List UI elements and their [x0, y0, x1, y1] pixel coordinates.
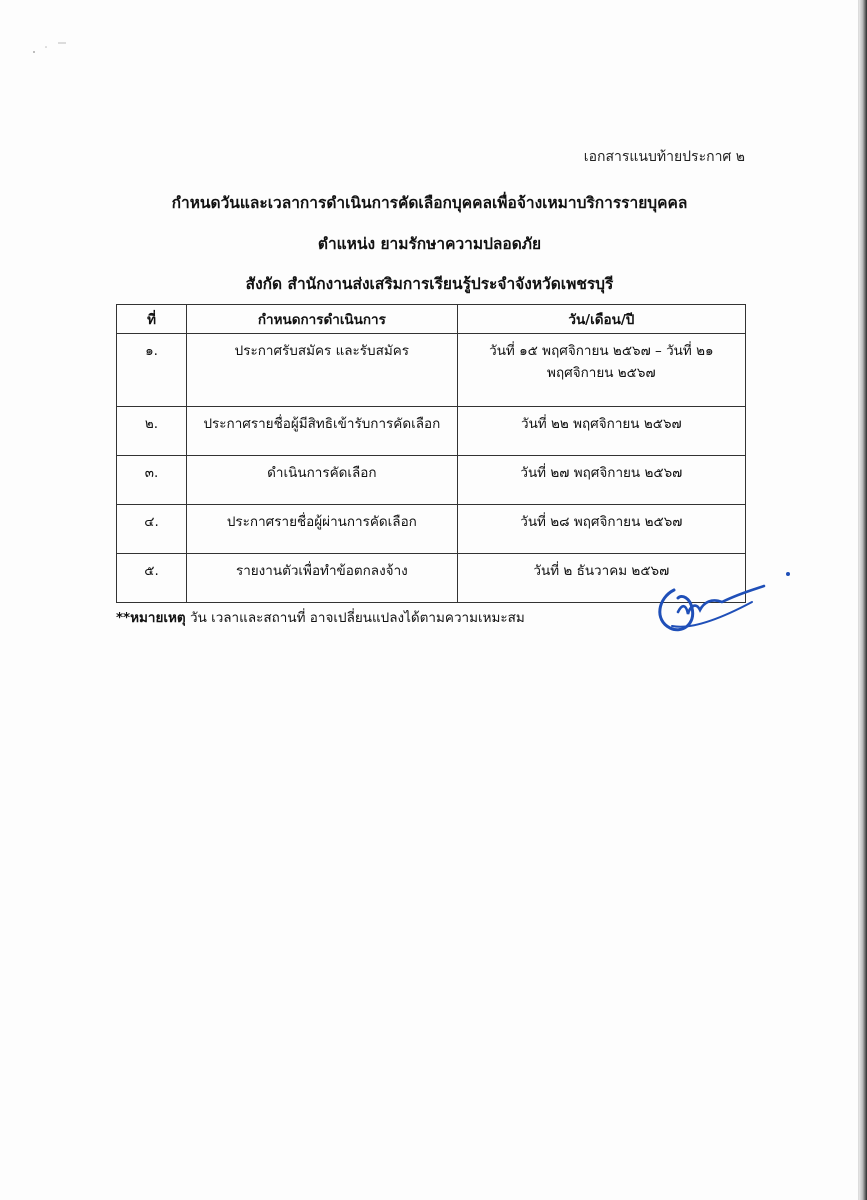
table-row — [117, 334, 746, 407]
cell-activity: ประกาศรายชื่อผู้ผ่านการคัดเลือก — [187, 505, 458, 554]
scan-edge-shadow — [859, 0, 867, 1200]
remark-label: **หมายเหตุ — [116, 610, 186, 626]
table-row — [117, 456, 746, 505]
cell-activity: ประกาศรับสมัคร และรับสมัคร — [187, 334, 458, 407]
schedule-table — [116, 304, 746, 603]
cell-date: วันที่ ๒๗ พฤศจิกายน ๒๕๖๗ — [457, 456, 745, 505]
position-title: ตำแหน่ง ยามรักษาความปลอดภัย — [317, 235, 542, 253]
document-title: กำหนดวันและเวลาการดำเนินการคัดเลือกบุคคลเพื่อจ้างเหมาบริการรายบุคคล — [171, 194, 688, 212]
cell-activity: รายงานตัวเพื่อทำข้อตกลงจ้าง — [187, 554, 458, 603]
cell-date: วันที่ ๑๕ พฤศจิกายน ๒๕๖๗ – วันที่ ๒๑ พฤศจิกายน ๒๕๖๗ — [457, 334, 745, 407]
remark-note — [116, 606, 525, 628]
header-activity: กำหนดการดำเนินการ — [187, 305, 458, 334]
cell-no: ๑. — [117, 334, 187, 407]
agency-title: สังกัด สำนักงานส่งเสริมการเรียนรู้ประจำจังหวัดเพชรบุรี — [245, 275, 614, 293]
attachment-label: เอกสารแนบท้ายประกาศ ๒ — [583, 149, 745, 165]
header-date: วัน/เดือน/ปี — [457, 305, 745, 334]
cell-date: วันที่ ๒๘ พฤศจิกายน ๒๕๖๗ — [457, 505, 745, 554]
table-header-row — [117, 305, 746, 334]
handwritten-signature — [652, 568, 802, 638]
header-no: ที่ — [117, 305, 187, 334]
cell-date: วันที่ ๒๒ พฤศจิกายน ๒๕๖๗ — [457, 407, 745, 456]
cell-no: ๓. — [117, 456, 187, 505]
cell-no: ๕. — [117, 554, 187, 603]
scan-speck-mark — [30, 40, 72, 56]
cell-activity: ดำเนินการคัดเลือก — [187, 456, 458, 505]
cell-no: ๒. — [117, 407, 187, 456]
table-row — [117, 505, 746, 554]
cell-no: ๔. — [117, 505, 187, 554]
remark-text: วัน เวลาและสถานที่ อาจเปลี่ยนแปลงได้ตามความเหมะสม — [185, 610, 525, 626]
cell-date: วันที่ ๒ ธันวาคม ๒๕๖๗ — [457, 554, 745, 603]
cell-activity: ประกาศรายชื่อผู้มีสิทธิเข้ารับการคัดเลือก — [187, 407, 458, 456]
table-row — [117, 407, 746, 456]
